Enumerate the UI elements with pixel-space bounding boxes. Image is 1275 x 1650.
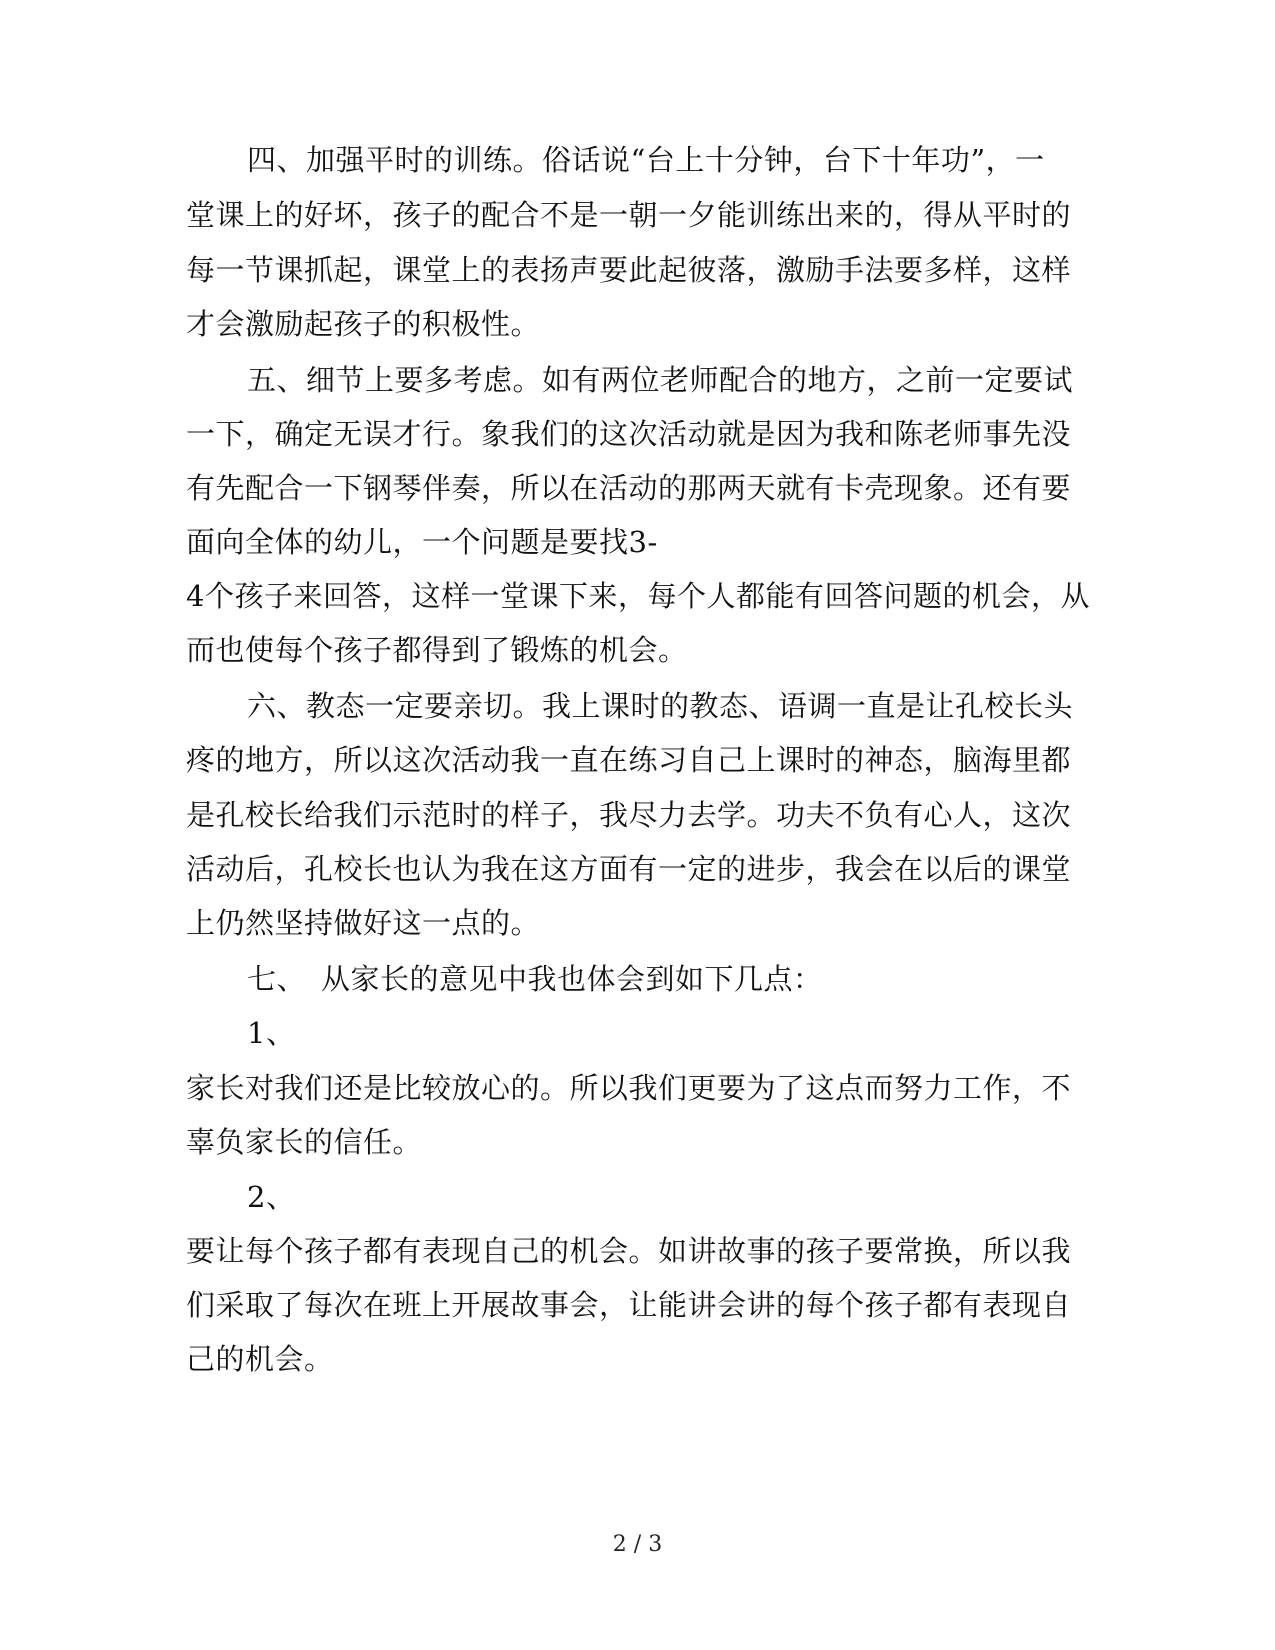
paragraph-6-line-1: 六、教态一定要亲切。我上课时的教态、语调一直是让孔校长头 [247, 689, 1074, 723]
paragraph-6-line-5: 上仍然坚持做好这一点的。 [186, 906, 541, 940]
list-item-1-line-2: 辜负家长的信任。 [186, 1125, 423, 1159]
paragraph-6-line-3: 是孔校长给我们示范时的样子，我尽力去学。功夫不负有心人，这次 [186, 798, 1072, 832]
paragraph-4-line-1: 四、加强平时的训练。俗话说“台上十分钟，台下十年功”，一 [247, 143, 1045, 177]
paragraph-4-line-2: 堂课上的好坏，孩子的配合不是一朝一夕能训练出来的，得从平时的 [186, 198, 1072, 232]
paragraph-5-line-4: 面向全体的幼儿，一个问题是要找3- [186, 525, 658, 559]
paragraph-5-line-6: 而也使每个孩子都得到了锻炼的机会。 [186, 633, 688, 667]
list-item-2-line-1: 要让每个孩子都有表现自己的机会。如讲故事的孩子要常换，所以我 [186, 1234, 1072, 1268]
paragraph-5-line-5: 4个孩子来回答，这样一堂课下来，每个人都能有回答问题的机会，从 [186, 579, 1090, 613]
paragraph-4-line-4: 才会激励起孩子的积极性。 [186, 307, 541, 341]
list-item-2-number: 2、 [247, 1180, 296, 1214]
list-item-2-line-2: 们采取了每次在班上开展故事会，让能讲会讲的每个孩子都有表现自 [186, 1288, 1072, 1322]
list-item-1-line-1: 家长对我们还是比较放心的。所以我们更要为了这点而努力工作，不 [186, 1071, 1072, 1105]
page-number: 2 / 3 [612, 1532, 663, 1557]
paragraph-6-line-4: 活动后，孔校长也认为我在这方面有一定的进步，我会在以后的课堂 [186, 852, 1072, 886]
paragraph-4-line-3: 每一节课抓起，课堂上的表扬声要此起彼落，激励手法要多样，这样 [186, 253, 1072, 287]
list-item-2-line-3: 己的机会。 [186, 1342, 334, 1376]
paragraph-5-line-2: 一下，确定无误才行。象我们的这次活动就是因为我和陈老师事先没 [186, 417, 1072, 451]
paragraph-7-heading: 七、 从家长的意见中我也体会到如下几点： [247, 962, 823, 996]
paragraph-5-line-1: 五、细节上要多考虑。如有两位老师配合的地方，之前一定要试 [247, 363, 1074, 397]
paragraph-6-line-2: 疼的地方，所以这次活动我一直在练习自己上课时的神态，脑海里都 [186, 743, 1072, 777]
list-item-1-number: 1、 [247, 1016, 296, 1050]
paragraph-5-line-3: 有先配合一下钢琴伴奏，所以在活动的那两天就有卡壳现象。还有要 [186, 471, 1072, 505]
